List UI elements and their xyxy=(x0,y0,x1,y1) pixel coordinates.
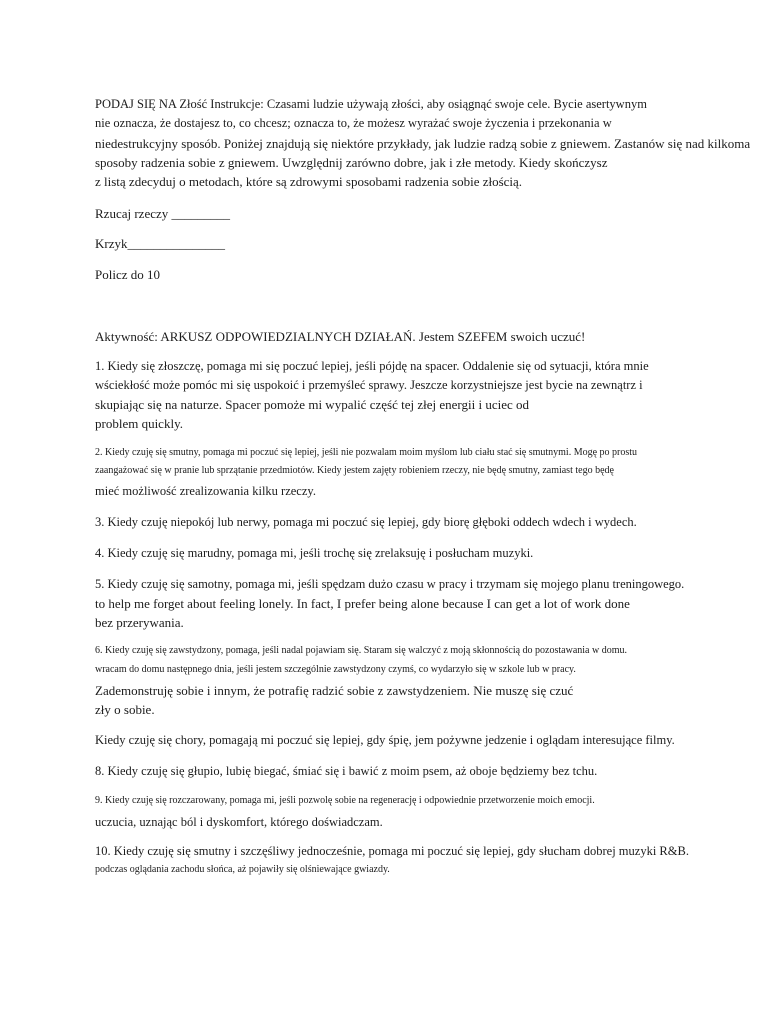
item-line: mieć możliwość zrealizowania kilku rzeczy. xyxy=(95,484,316,498)
item-line: uczucia, uznając ból i dyskomfort, którego doświadczam. xyxy=(95,815,383,829)
item-line: problem quickly. xyxy=(95,416,183,431)
activity-title: Aktywność: ARKUSZ ODPOWIEDZIALNYCH DZIAŁAŃ. Jestem SZEFEM swoich uczuć! xyxy=(95,329,586,344)
item-line: skupiając się na naturze. Spacer pomoże mi wypalić część tej złej energii i uciec od xyxy=(95,397,529,412)
option-scream: Krzyk_______________ xyxy=(95,236,225,251)
item-line: bez przerywania. xyxy=(95,615,184,630)
item-line: 2. Kiedy czuję się smutny, pomaga mi poczuć się lepiej, jeśli nie pozwalam moim myślom lub ciału stać się smutnymi. Mogę po prostu xyxy=(95,447,638,458)
intro-line: sposoby radzenia sobie z gniewem. Uwzględnij zarówno dobre, jak i złe metody. Kiedy skończysz xyxy=(95,155,608,170)
item-line: 8. Kiedy czuję się głupio, lubię biegać, śmiać się i bawić z moim psem, aż oboje będziemy bez tchu. xyxy=(95,764,598,778)
item-line: podczas oglądania zachodu słońca, aż pojawiły się olśniewające gwiazdy. xyxy=(95,864,390,875)
item-line: 6. Kiedy czuję się zawstydzony, pomaga, jeśli nadal pojawiam się. Staram się walczyć z moją skłonnością do pozostawania w domu. xyxy=(95,645,627,656)
option-throw-things: Rzucaj rzeczy _________ xyxy=(95,206,231,221)
item-line: Kiedy czuję się chory, pomagają mi poczuć się lepiej, gdy śpię, jem pożywne jedzenie i oglądam interesujące filmy. xyxy=(95,733,675,747)
item-line: wracam do domu następnego dnia, jeśli jestem szczególnie zawstydzony czymś, co wydarzyło się w szkole lub w pracy. xyxy=(95,664,576,675)
item-line: to help me forget about feeling lonely. In fact, I prefer being alone because I can get a lot of work done xyxy=(95,596,630,611)
intro-line: nie oznacza, że dostajesz to, co chcesz; oznacza to, że możesz wyrażać swoje życzenia i przekonania w xyxy=(95,116,612,130)
item-line: 5. Kiedy czuję się samotny, pomaga mi, jeśli spędzam dużo czasu w pracy i trzymam się mojego planu treningowego. xyxy=(95,577,685,591)
item-line: 4. Kiedy czuję się marudny, pomaga mi, jeśli trochę się zrelaksuję i posłucham muzyki. xyxy=(95,546,534,560)
option-count-to-10: Policz do 10 xyxy=(95,267,160,282)
intro-line: z listą zdecyduj o metodach, które są zdrowymi sposobami radzenia sobie złością. xyxy=(95,174,523,189)
item-line: 10. Kiedy czuję się smutny i szczęśliwy jednocześnie, pomaga mi poczuć się lepiej, gdy słucham dobrej muzyki R&B. xyxy=(95,844,689,858)
item-line: zły o sobie. xyxy=(95,702,155,717)
intro-line: PODAJ SIĘ NA Złość Instrukcje: Czasami ludzie używają złości, aby osiągnąć swoje cele. Bycie asertywnym xyxy=(95,97,647,111)
item-line: 3. Kiedy czuję niepokój lub nerwy, pomaga mi poczuć się lepiej, gdy biorę głęboki oddech wdech i wydech. xyxy=(95,515,637,529)
intro-line: niedestrukcyjny sposób. Poniżej znajdują się niektóre przykłady, jak ludzie radzą sobie z gniewem. Zastanów się nad kilkoma xyxy=(95,136,751,151)
item-line: wściekłość może pomóc mi się uspokoić i przemyśleć sprawy. Jeszcze korzystniejsze jest bycie na zewnątrz i xyxy=(95,378,643,392)
item-line: 1. Kiedy się złoszczę, pomaga mi się poczuć lepiej, jeśli pójdę na spacer. Oddalenie się od sytuacji, która mnie xyxy=(95,359,649,373)
item-line: Zademonstruję sobie i innym, że potrafię radzić sobie z zawstydzeniem. Nie muszę się czuć xyxy=(95,683,574,698)
item-line: 9. Kiedy czuję się rozczarowany, pomaga mi, jeśli pozwolę sobie na regenerację i odpowiednie przetworzenie moich emocji. xyxy=(95,795,595,806)
item-line: zaangażować się w pranie lub sprzątanie przedmiotów. Kiedy jestem zajęty robieniem rzeczy, nie będę smutny, zamiast tego będę xyxy=(95,465,614,476)
